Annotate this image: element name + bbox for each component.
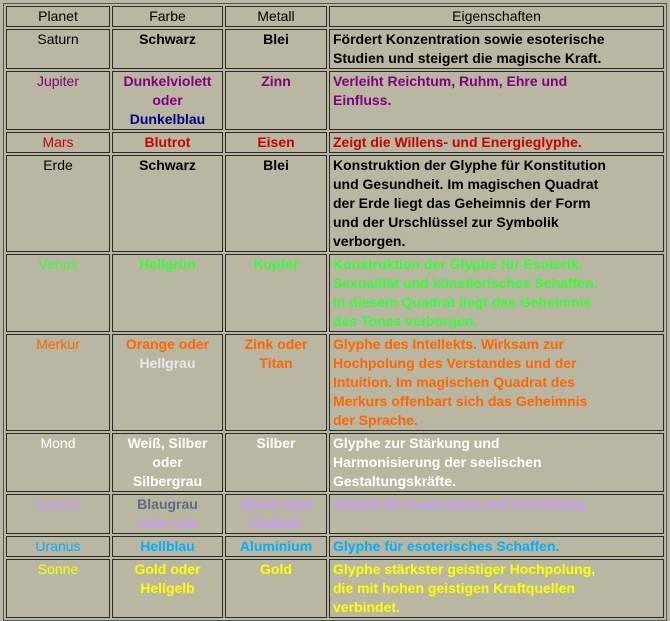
eigenschaften-cell bbox=[329, 71, 664, 130]
farbe-cell bbox=[112, 71, 223, 130]
eigenschaften-cell bbox=[329, 559, 664, 618]
eigenschaften-line: die mit hohen geistigen Kraftquellen bbox=[333, 580, 575, 596]
eigenschaften-line: Merkurs offenbart sich das Geheimnis bbox=[333, 393, 588, 409]
metall-line: Blei bbox=[263, 157, 289, 173]
metall-line: Blei bbox=[263, 31, 289, 47]
metall-cell bbox=[225, 536, 327, 557]
table-row bbox=[6, 433, 664, 492]
planet-cell: Saturn bbox=[6, 29, 110, 69]
farbe-cell bbox=[112, 155, 223, 252]
header-eigenschaften: Eigenschaften bbox=[329, 6, 664, 27]
metall-cell bbox=[225, 155, 327, 252]
eigenschaften-cell bbox=[329, 254, 664, 332]
metall-line: Zinn bbox=[261, 73, 291, 89]
eigenschaften-line: Hochpolung des Verstandes und der bbox=[333, 355, 577, 371]
eigenschaften-line: In diesem Quadrat liegt das Geheimnis bbox=[333, 294, 592, 310]
eigenschaften-line: Glyphe des Intellekts. Wirksam zur bbox=[333, 336, 564, 352]
farbe-line: oder bbox=[152, 92, 183, 108]
farbe-cell bbox=[112, 559, 223, 618]
farbe-line: Silbergrau bbox=[132, 473, 203, 489]
header-metall: Metall bbox=[225, 6, 327, 27]
eigenschaften-cell bbox=[329, 29, 664, 69]
farbe-line: Schwarz bbox=[139, 31, 196, 47]
eigenschaften-line: Studien und steigert die magische Kraft. bbox=[333, 50, 602, 66]
farbe-cell bbox=[112, 494, 223, 534]
eigenschaften-line: Glyphe stärkster geistiger Hochpolung, bbox=[333, 561, 596, 577]
eigenschaften-line: verbindet. bbox=[333, 599, 400, 615]
farbe-cell bbox=[112, 433, 223, 492]
eigenschaften-line: Glyphe für esoterisches Schaffen. bbox=[333, 538, 560, 554]
metall-cell bbox=[225, 132, 327, 153]
farbe-line: Hellblau bbox=[140, 538, 195, 554]
farbe-cell bbox=[112, 254, 223, 332]
planet-cell: Neptun bbox=[6, 494, 110, 534]
metall-cell bbox=[225, 433, 327, 492]
farbe-line: oder Lila bbox=[138, 515, 197, 531]
farbe-line: Blutrot bbox=[144, 134, 191, 150]
planet-cell: Venus bbox=[6, 254, 110, 332]
eigenschaften-line: Intuition. Im magischen Quadrat des bbox=[333, 374, 575, 390]
table-row bbox=[6, 132, 664, 153]
farbe-line: Schwarz bbox=[139, 157, 196, 173]
metall-cell bbox=[225, 71, 327, 130]
planet-cell: Sonne bbox=[6, 559, 110, 618]
planet-cell: Merkur bbox=[6, 334, 110, 431]
table-row bbox=[6, 536, 664, 557]
eigenschaften-line: Sexualität und künstlerisches Schaffen. bbox=[333, 275, 598, 291]
metall-cell bbox=[225, 254, 327, 332]
eigenschaften-line: Konstruktion der Glyphe für Esoterik, bbox=[333, 256, 583, 272]
table-row bbox=[6, 494, 664, 534]
planet-cell: Mars bbox=[6, 132, 110, 153]
planet-cell: Erde bbox=[6, 155, 110, 252]
eigenschaften-line: des Tones verborgen. bbox=[333, 313, 478, 329]
farbe-line: Gold oder bbox=[134, 561, 201, 577]
farbe-line: oder bbox=[152, 454, 183, 470]
farbe-line: Weiß, Silber bbox=[127, 435, 208, 451]
farbe-cell bbox=[112, 334, 223, 431]
metall-line: Zink oder bbox=[244, 336, 308, 352]
eigenschaften-line: der Erde liegt das Geheimnis der Form bbox=[333, 195, 591, 211]
eigenschaften-line: Fördert Konzentration sowie esoterische bbox=[333, 31, 605, 47]
metall-line: Titan bbox=[259, 355, 293, 371]
table-row bbox=[6, 29, 664, 69]
header-farbe: Farbe bbox=[112, 6, 223, 27]
eigenschaften-line: verborgen. bbox=[333, 233, 406, 249]
planet-cell: Uranus bbox=[6, 536, 110, 557]
eigenschaften-line: Konstruktion der Glyphe für Konstitution bbox=[333, 157, 606, 173]
eigenschaften-line: und Gesundheit. Im magischen Quadrat bbox=[333, 176, 599, 192]
farbe-line: Hellgrün bbox=[139, 256, 196, 272]
planet-cell: Mond bbox=[6, 433, 110, 492]
farbe-cell bbox=[112, 132, 223, 153]
eigenschaften-cell bbox=[329, 334, 664, 431]
metall-line: Kupfer bbox=[253, 256, 299, 272]
planet-table bbox=[3, 3, 667, 621]
eigenschaften-line: der Sprache. bbox=[333, 412, 418, 428]
eigenschaften-line: Glyphe für Inspiration und Einfühlung bbox=[333, 496, 585, 512]
eigenschaften-cell bbox=[329, 132, 664, 153]
eigenschaften-cell bbox=[329, 433, 664, 492]
farbe-line: Dunkelviolett bbox=[123, 73, 212, 89]
eigenschaften-line: und der Urschlüssel zur Symbolik bbox=[333, 214, 559, 230]
metall-cell bbox=[225, 559, 327, 618]
header-row bbox=[6, 6, 664, 27]
farbe-line: Orange oder bbox=[125, 336, 210, 352]
eigenschaften-line: Verleiht Reichtum, Ruhm, Ehre und bbox=[333, 73, 568, 89]
eigenschaften-cell bbox=[329, 536, 664, 557]
eigenschaften-cell bbox=[329, 494, 664, 534]
metall-line: Aluminium bbox=[239, 538, 313, 554]
table-row bbox=[6, 254, 664, 332]
eigenschaften-line: Zeigt die Willens- und Energieglyphe. bbox=[333, 134, 582, 150]
metall-cell bbox=[225, 334, 327, 431]
table-row bbox=[6, 71, 664, 130]
farbe-line: Hellgrau bbox=[139, 355, 196, 371]
farbe-cell bbox=[112, 536, 223, 557]
farbe-line: Dunkelblau bbox=[129, 111, 206, 127]
table-row bbox=[6, 334, 664, 431]
header-planet: Planet bbox=[6, 6, 110, 27]
metall-line: Radium bbox=[250, 515, 302, 531]
eigenschaften-cell bbox=[329, 155, 664, 252]
metall-cell bbox=[225, 494, 327, 534]
eigenschaften-line: Glyphe zur Stärkung und bbox=[333, 435, 500, 451]
farbe-line: Hellgelb bbox=[140, 580, 195, 596]
table-row bbox=[6, 559, 664, 618]
eigenschaften-line: Gestaltungskräfte. bbox=[333, 473, 456, 489]
farbe-cell bbox=[112, 29, 223, 69]
metall-line: Olivin oder bbox=[239, 496, 313, 512]
eigenschaften-line: Harmonisierung der seelischen bbox=[333, 454, 542, 470]
metall-line: Silber bbox=[256, 435, 296, 451]
eigenschaften-line: Einfluss. bbox=[333, 92, 392, 108]
farbe-line: Blaugrau bbox=[137, 496, 198, 512]
table-row bbox=[6, 155, 664, 252]
metall-cell bbox=[225, 29, 327, 69]
metall-line: Eisen bbox=[257, 134, 295, 150]
metall-line: Gold bbox=[260, 561, 292, 577]
planet-cell: Jupiter bbox=[6, 71, 110, 130]
